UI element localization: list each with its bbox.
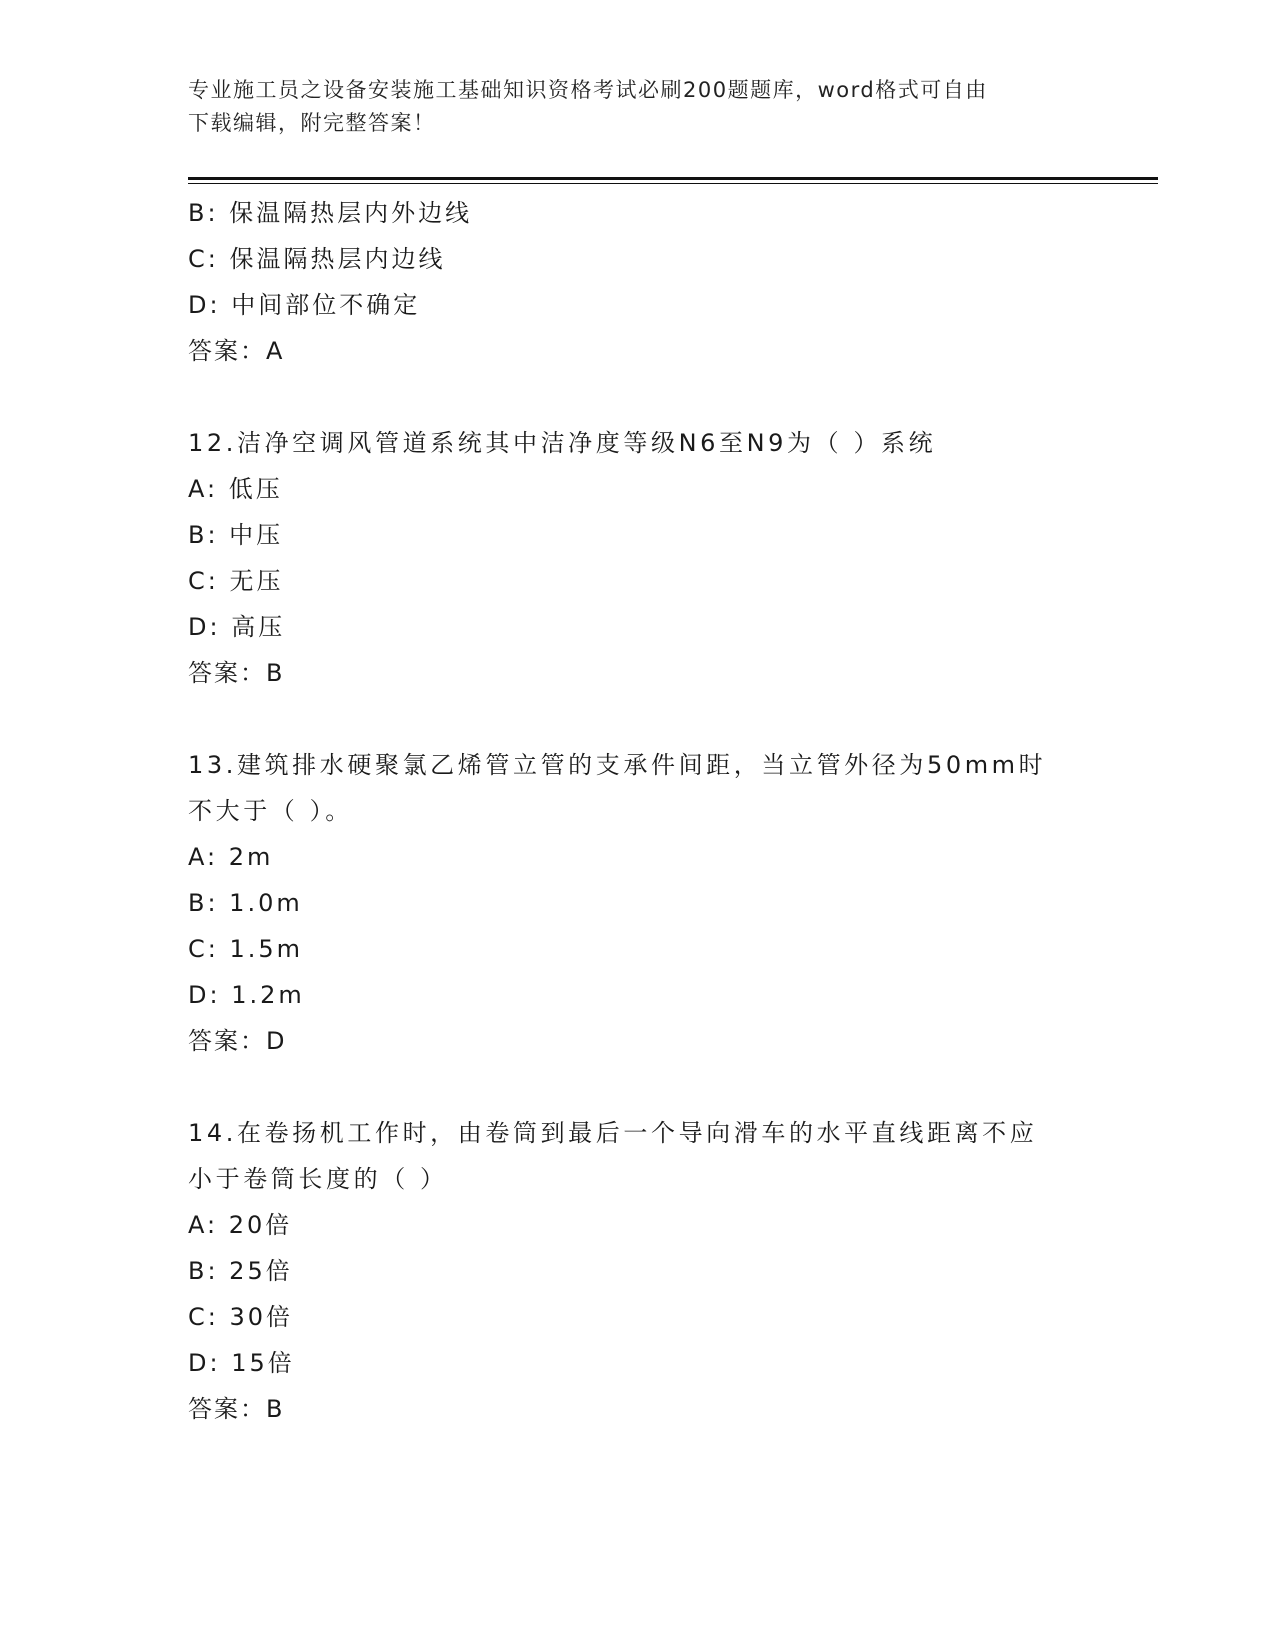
header-divider-thin [188, 183, 1158, 184]
q13-option-b: B: 1.0m [188, 889, 303, 917]
q13-option-d: D: 1.2m [188, 981, 305, 1009]
spacer [188, 1064, 1088, 1110]
spacer [188, 696, 1088, 742]
q14-stem-line-1: 14.在卷扬机工作时，由卷筒到最后一个导向滑车的水平直线距离不应 [188, 1119, 1038, 1147]
question-list [188, 190, 1088, 1432]
q12-option-b: B: 中压 [188, 521, 284, 549]
header-title-line-2: 下载编辑，附完整答案！ [188, 111, 436, 135]
q13-stem-line-1: 13.建筑排水硬聚氯乙烯管立管的支承件间距，当立管外径为50mm时 [188, 751, 1047, 779]
q14-option-b: B: 25倍 [188, 1257, 293, 1285]
q11-option-b: B: 保温隔热层内外边线 [188, 199, 473, 227]
question-12 [188, 420, 1088, 696]
q11-answer: 答案：A [188, 337, 285, 365]
q14-option-c: C: 30倍 [188, 1303, 294, 1331]
q12-option-a: A: 低压 [188, 475, 283, 503]
header-title-line-1: 专业施工员之设备安装施工基础知识资格考试必刷200题题库，word格式可自由 [188, 78, 988, 102]
header-divider-thick [188, 177, 1158, 180]
q13-option-c: C: 1.5m [188, 935, 304, 963]
q11-option-c: C: 保温隔热层内边线 [188, 245, 446, 273]
document-header [188, 74, 1068, 140]
q12-stem: 12.洁净空调风管道系统其中洁净度等级N6至N9为（ ）系统 [188, 429, 937, 457]
q13-answer: 答案：D [188, 1027, 287, 1055]
q13-stem-line-2: 不大于（ ）。 [188, 797, 353, 825]
q11-option-d: D: 中间部位不确定 [188, 291, 421, 319]
q14-option-d: D: 15倍 [188, 1349, 295, 1377]
q14-answer: 答案：B [188, 1395, 285, 1423]
q12-option-d: D: 高压 [188, 613, 286, 641]
question-11 [188, 190, 1088, 374]
spacer [188, 374, 1088, 420]
q12-option-c: C: 无压 [188, 567, 284, 595]
q12-answer: 答案：B [188, 659, 285, 687]
question-14 [188, 1110, 1088, 1432]
question-13 [188, 742, 1088, 1064]
q14-option-a: A: 20倍 [188, 1211, 293, 1239]
q13-option-a: A: 2m [188, 843, 274, 871]
q14-stem-line-2: 小于卷筒长度的（ ） [188, 1165, 448, 1193]
